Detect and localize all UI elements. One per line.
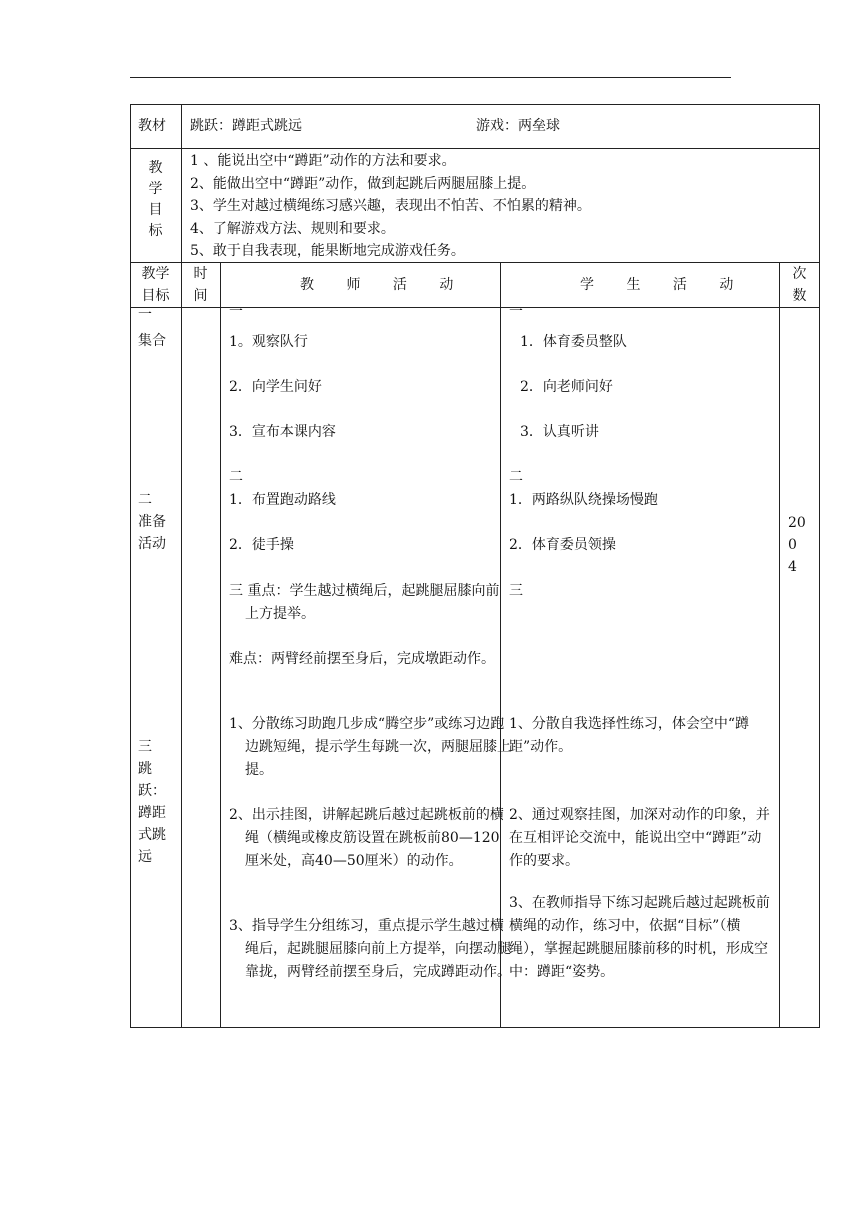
header-count: 次 数 bbox=[792, 266, 807, 304]
student-item: 2．向老师问好 bbox=[520, 379, 613, 395]
objectives-label: 教 学 目 标 bbox=[148, 160, 163, 239]
teacher-part-1-head: 一 bbox=[229, 304, 243, 320]
row-divider bbox=[130, 148, 820, 149]
objective-item: 3、学生对越过横绳练习感兴趣，表现出不怕苦、不怕累的精神。 bbox=[190, 198, 591, 214]
objective-item: 2、能做出空中“蹲距”动作，做到起跳后两腿屈膝上提。 bbox=[190, 175, 536, 192]
objective-item: 4、了解游戏方法、规则和要求。 bbox=[190, 220, 395, 237]
teacher-item: 3．宣布本课内容 bbox=[229, 424, 336, 440]
student-part-2-head: 二 bbox=[509, 469, 523, 485]
teacher-item: 1。观察队行 bbox=[229, 334, 308, 350]
material-content-jump: 跳跃：蹲距式跳远 bbox=[190, 118, 302, 134]
teacher-key-point: 三 重点：学生越过横绳后，起跳腿屈膝向前上方提举。 bbox=[229, 583, 500, 622]
material-content-game: 游戏：两垒球 bbox=[476, 118, 560, 134]
objective-item: 5、敢于自我表现，能果断地完成游戏任务。 bbox=[190, 243, 465, 259]
student-item: 2．体育委员领操 bbox=[509, 537, 616, 553]
teacher-step: 3、指导学生分组练习，重点提示学生越过横绳后，起跳腿屈膝向前上方提举，向摆动腿靠拢，两臂经前摆至身后，完成蹲距动作。 bbox=[229, 918, 511, 980]
count-value: 20 0 4 bbox=[788, 515, 806, 575]
teacher-part-2-head: 二 bbox=[229, 469, 243, 485]
header-teacher-activity: 教 师 活 动 bbox=[300, 277, 468, 293]
header-time: 时 间 bbox=[193, 266, 208, 304]
student-part-3-head: 三 bbox=[509, 583, 523, 599]
section-1-label: 一 集合 bbox=[138, 307, 166, 349]
section-2-label: 二 准备 活动 bbox=[138, 492, 166, 552]
material-label: 教材 bbox=[138, 118, 166, 134]
teacher-step: 1、分散练习助跑几步成“腾空步”或练习边跑边跳短绳，提示学生每跳一次，两腿屈膝上提。 bbox=[229, 716, 511, 778]
student-step: 1、分散自我选择性练习，体会空中“蹲距”动作。 bbox=[509, 716, 750, 755]
teacher-difficulty: 难点：两臂经前摆至身后，完成墩距动作。 bbox=[229, 651, 495, 667]
teacher-item: 1．布置跑动路线 bbox=[229, 492, 336, 508]
section-3-label: 三 跳 跃： 蹲距 式跳 远 bbox=[138, 739, 166, 865]
student-step: 2、通过观察挂图，加深对动作的印象，并在互相评论交流中，能说出空中“蹲距”动作的要求。 bbox=[509, 807, 770, 869]
col-divider bbox=[779, 262, 780, 1028]
objective-item: 1 、能说出空中“蹲距”动作的方法和要求。 bbox=[190, 153, 456, 169]
student-step: 3、在教师指导下练习起跳后越过起跳板前横绳的动作，练习中，依据“目标”（横绳），掌握起跳腿屈膝前移的时机，形成空中：蹲距“姿势。 bbox=[509, 895, 770, 980]
student-item: 1．两路纵队绕操场慢跑 bbox=[509, 492, 658, 508]
teacher-item: 2．徒手操 bbox=[229, 537, 294, 553]
page-header-rule bbox=[130, 77, 731, 78]
col-divider bbox=[181, 104, 182, 1028]
header-goal: 教学 目标 bbox=[141, 266, 170, 304]
student-item: 1．体育委员整队 bbox=[520, 334, 627, 350]
objectives-list bbox=[190, 150, 591, 263]
student-item: 3．认真听讲 bbox=[520, 424, 599, 440]
teacher-step: 2、出示挂图，讲解起跳后越过起跳板前的横绳（横绳或橡皮筋设置在跳板前80—120厘米处，高40—50厘米）的动作。 bbox=[229, 807, 504, 869]
student-part-1-head: 一 bbox=[509, 304, 523, 320]
header-student-activity: 学 生 活 动 bbox=[580, 277, 748, 293]
teacher-item: 2．向学生问好 bbox=[229, 379, 322, 395]
col-divider bbox=[500, 262, 501, 1028]
col-divider bbox=[220, 262, 221, 1028]
